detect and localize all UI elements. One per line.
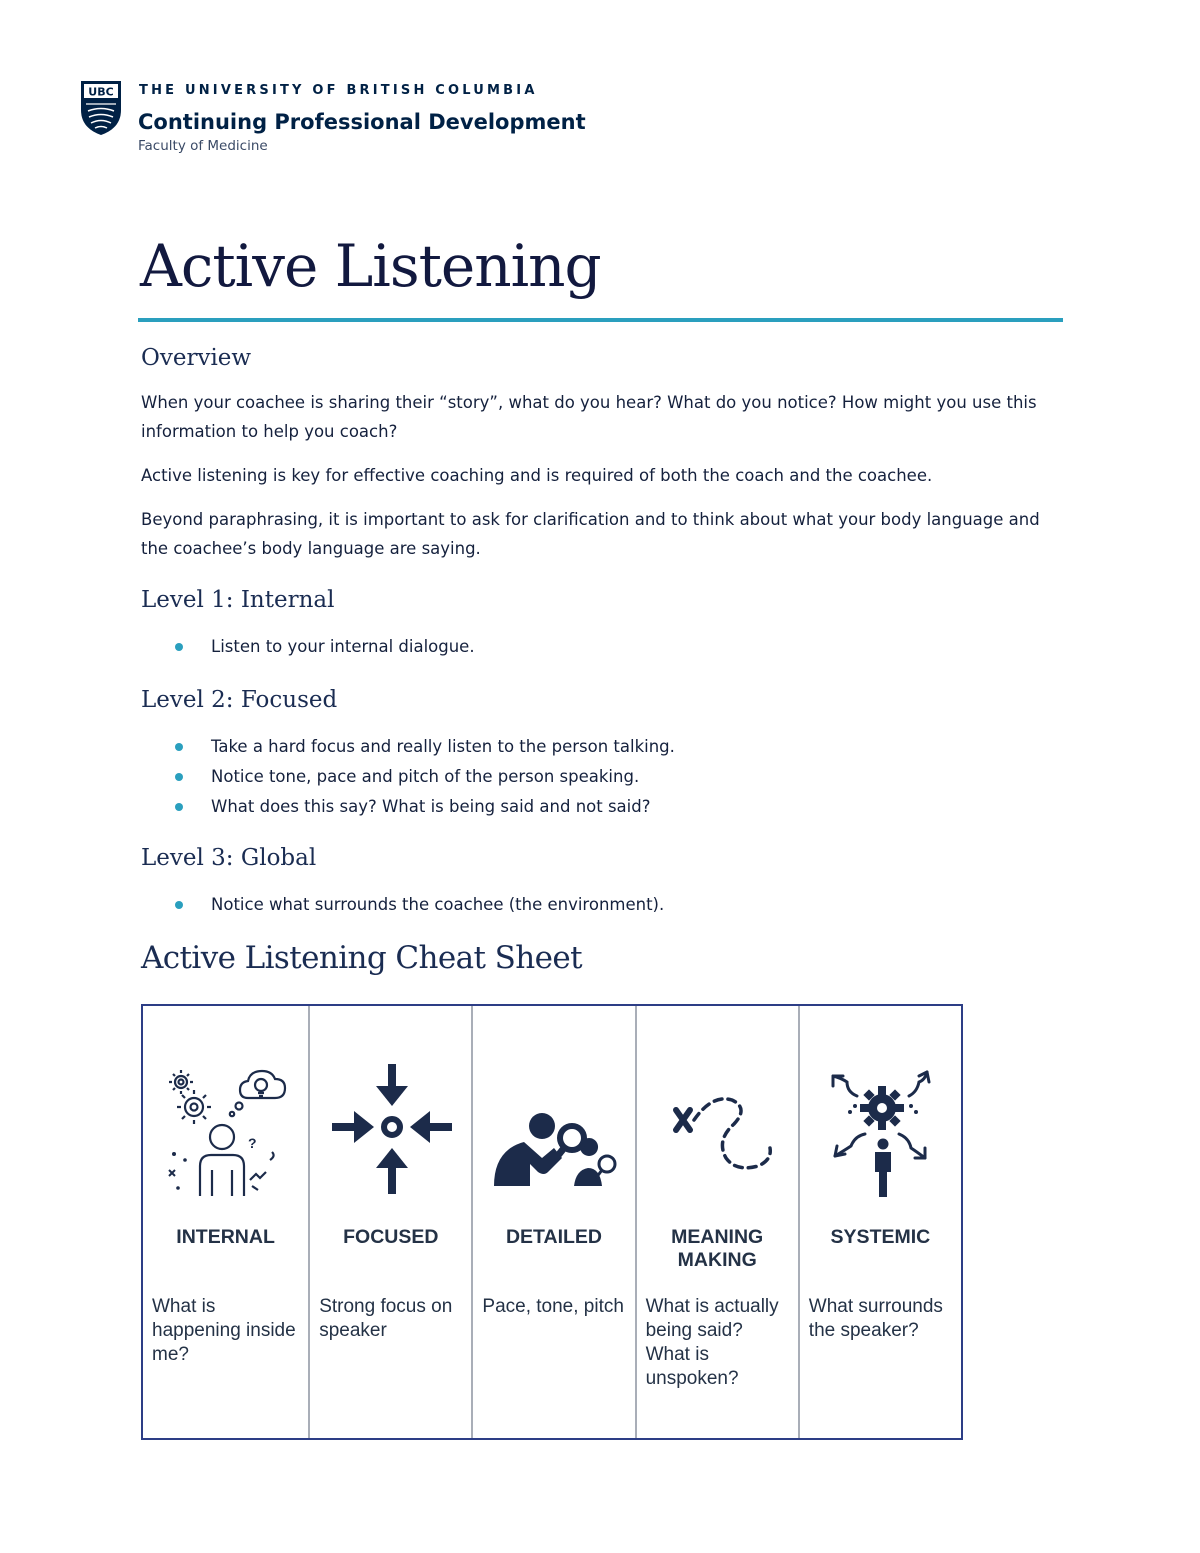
ubc-crest-logo (80, 80, 122, 136)
list-item: Take a hard focus and really listen to the person talking. (170, 732, 675, 762)
converging-arrows-icon (327, 1060, 457, 1200)
list-item: Notice what surrounds the coachee (the environment). (170, 890, 664, 920)
column-heading: DETAILED (505, 1226, 603, 1248)
gear-person-arrows-icon (817, 1060, 947, 1200)
level-2-heading: Level 2: Focused (141, 687, 338, 713)
cheat-sheet-title: Active Listening Cheat Sheet (141, 940, 582, 976)
list-item: Listen to your internal dialogue. (170, 632, 475, 662)
overview-paragraph-2: Active listening is key for effective coaching and is required of both the coach and the coachee. (141, 466, 933, 485)
level-3-list (170, 890, 664, 920)
faculty-name: Faculty of Medicine (138, 138, 268, 154)
bullet-icon (175, 773, 183, 781)
overview-paragraph-1: When your coachee is sharing their “story”, what do you hear? What do you notice? How might you use this information to help you coach? (141, 393, 1037, 441)
bullet-icon (175, 803, 183, 811)
title-divider (138, 318, 1063, 322)
cheat-sheet-column-detailed (471, 1006, 634, 1438)
cheat-sheet-column-focused (308, 1006, 471, 1438)
svg-text:UBC: UBC (88, 85, 114, 99)
bullet-icon (175, 901, 183, 909)
cheat-sheet-column-internal (143, 1006, 308, 1438)
overview-paragraph-3: Beyond paraphrasing, it is important to ask for clarification and to think about what your body language and the coachee’s body language are saying. (141, 510, 1040, 558)
magnifying-glass-person-icon (490, 1060, 620, 1200)
svg-text:?: ? (248, 1135, 257, 1151)
cheat-sheet-column-meaning-making (635, 1006, 798, 1438)
column-description: Pace, tone, pitch (482, 1296, 624, 1317)
university-name: THE UNIVERSITY OF BRITISH COLUMBIA (139, 83, 538, 98)
list-item: Notice tone, pace and pitch of the person speaking. (170, 762, 675, 792)
column-description: What is happening inside me? (152, 1296, 296, 1365)
overview-heading: Overview (141, 345, 252, 371)
list-item: What does this say? What is being said and not said? (170, 792, 675, 822)
column-heading: MEANING MAKING (671, 1226, 764, 1271)
level-3-heading: Level 3: Global (141, 845, 317, 871)
column-description: What surrounds the speaker? (808, 1296, 943, 1341)
treasure-map-path-icon (654, 1060, 784, 1200)
department-name: Continuing Professional Development (138, 110, 586, 134)
cheat-sheet-column-systemic (798, 1006, 961, 1438)
level-2-list (170, 732, 675, 822)
thinking-person-icon (160, 1060, 290, 1200)
column-description: Strong focus on speaker (319, 1296, 453, 1341)
bullet-icon (175, 643, 183, 651)
cheat-sheet-table (141, 1004, 963, 1440)
column-heading: INTERNAL (176, 1226, 275, 1248)
column-heading: SYSTEMIC (830, 1226, 931, 1248)
page-title: Active Listening (140, 232, 601, 300)
column-heading: FOCUSED (343, 1226, 439, 1248)
level-1-heading: Level 1: Internal (141, 587, 335, 613)
column-description: What is actually being said? What is unspoken? (645, 1296, 779, 1389)
level-1-list (170, 632, 475, 662)
bullet-icon (175, 743, 183, 751)
